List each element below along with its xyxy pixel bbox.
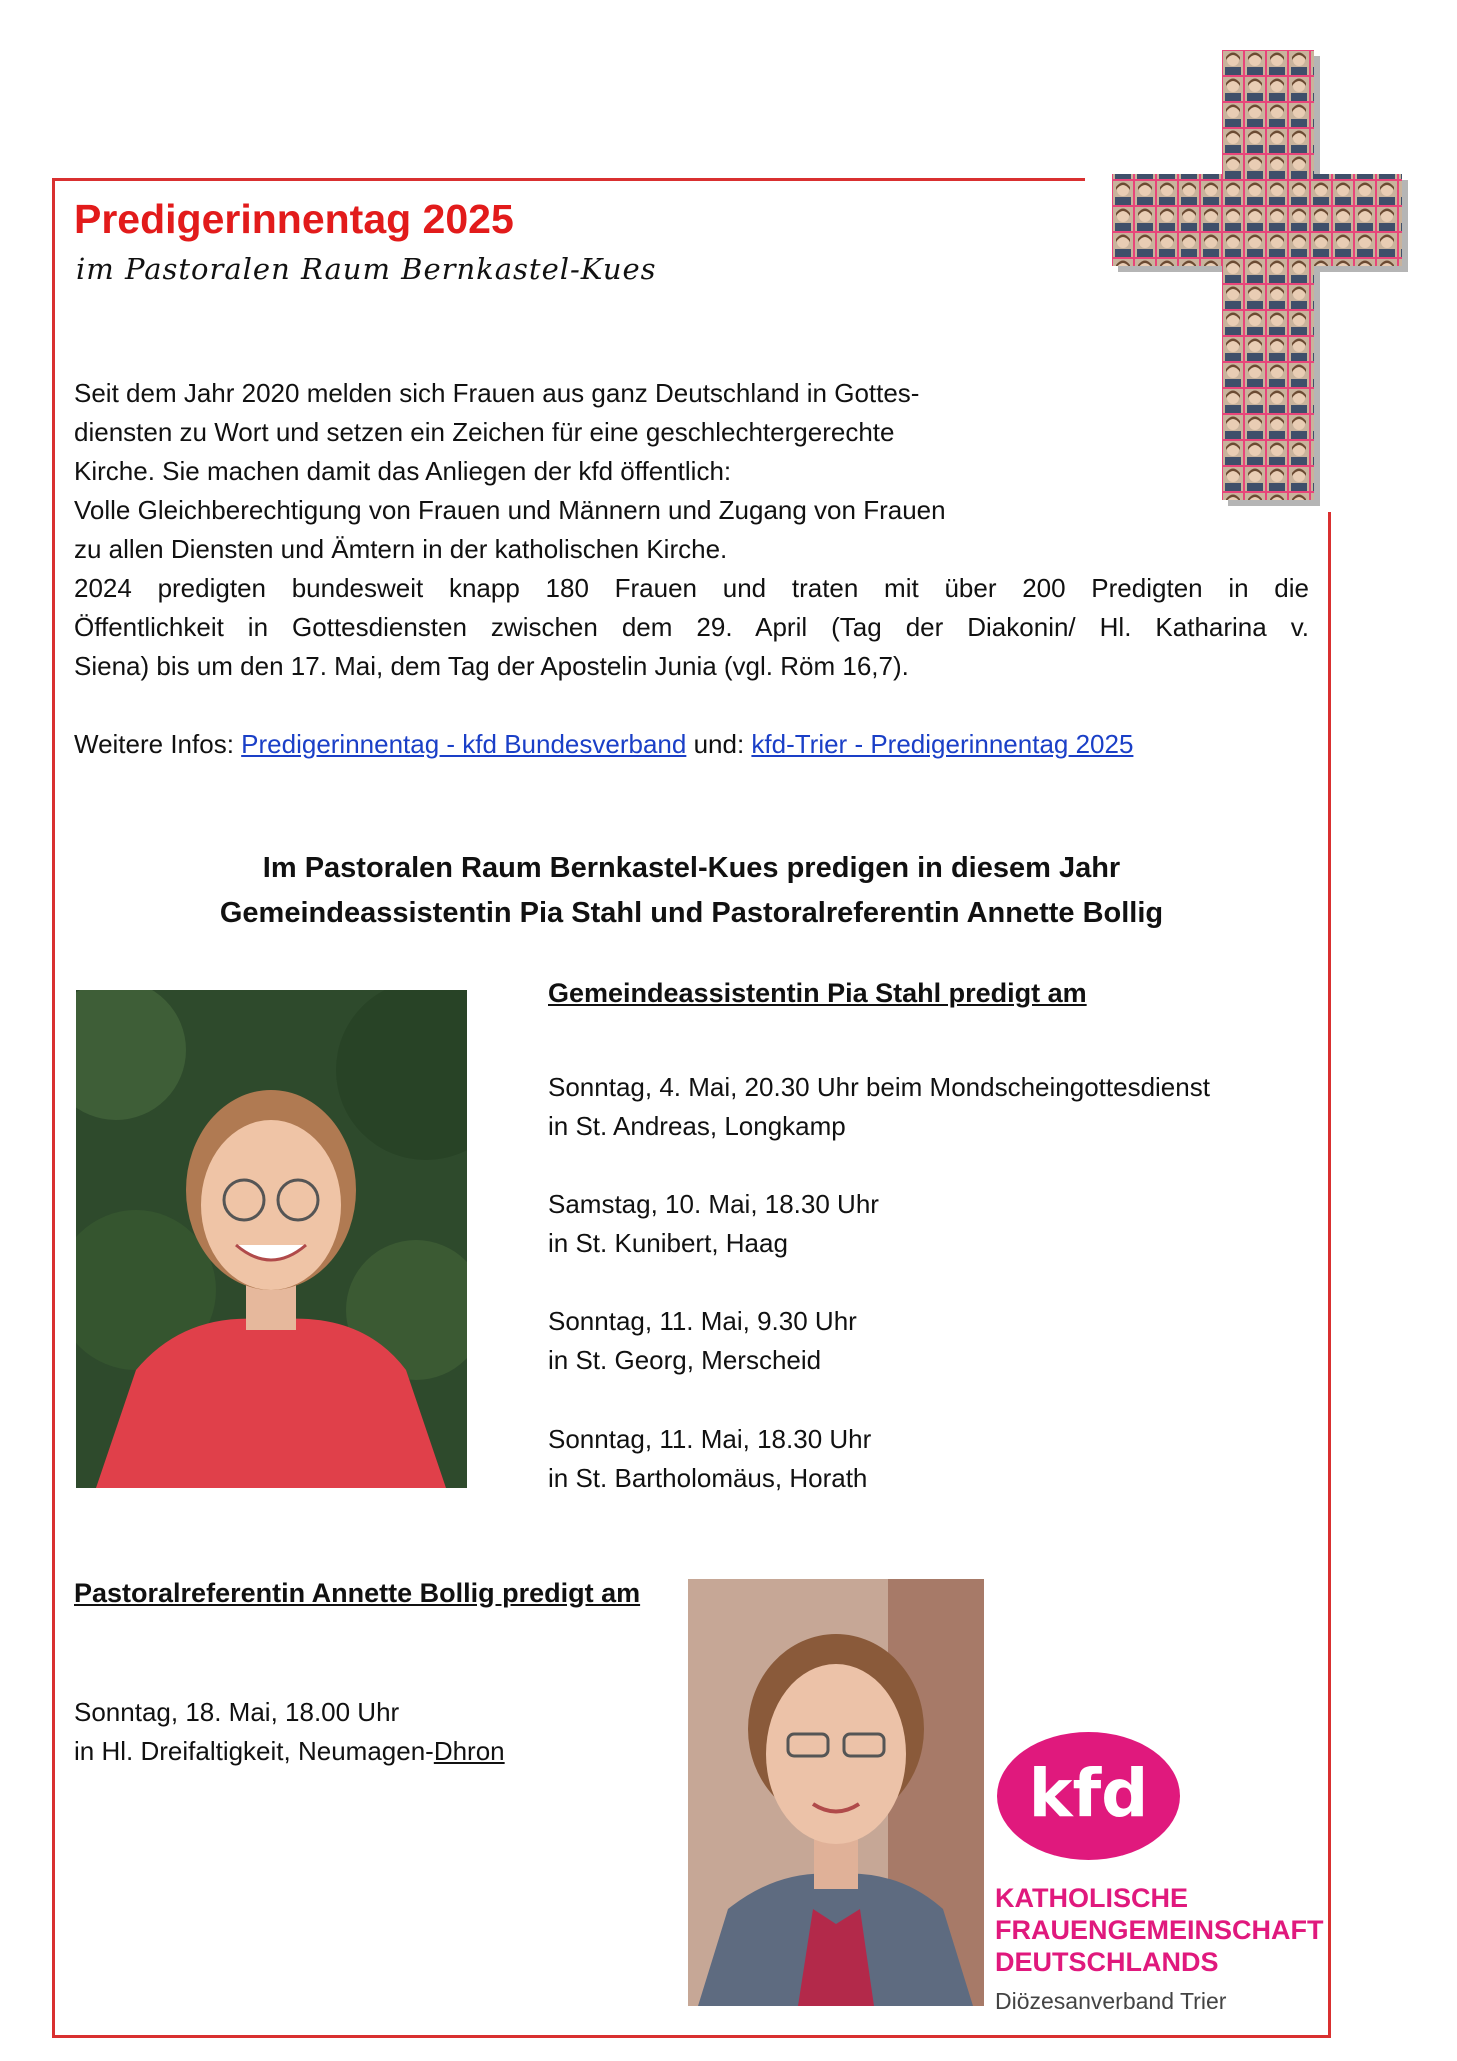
event-date: Sonntag, 4. Mai, 20.30 Uhr beim Mondscheingottesdienst xyxy=(548,1072,1210,1102)
headline-line-2: Gemeindeassistentin Pia Stahl und Pastoralreferentin Annette Bollig xyxy=(219,897,1164,929)
link-kfd-bundesverband[interactable]: Predigerinnentag - kfd Bundesverband xyxy=(241,729,687,759)
portrait-cross-image xyxy=(1112,50,1412,510)
pia-section-title: Gemeindeassistentin Pia Stahl predigt am xyxy=(548,978,1087,1008)
intro-line: Öffentlichkeit in Gottesdiensten zwischen dem 29. April (Tag der Diakonin/ Hl. Katharina v. xyxy=(74,612,1309,642)
event-place: in St. Georg, Merscheid xyxy=(548,1345,822,1375)
event-date: Sonntag, 18. Mai, 18.00 Uhr xyxy=(74,1697,400,1727)
kfd-logo-line-2: FRAUENGEMEINSCHAFT xyxy=(995,1915,1324,1945)
event-place: in St. Kunibert, Haag xyxy=(548,1228,788,1258)
kfd-logo-line-3: DEUTSCHLANDS xyxy=(995,1947,1219,1977)
page-subtitle: im Pastoralen Raum Bernkastel-Kues xyxy=(76,252,657,286)
event-place: in St. Bartholomäus, Horath xyxy=(548,1463,868,1493)
event-place: in St. Andreas, Longkamp xyxy=(548,1111,846,1141)
pia-event-4 xyxy=(548,1420,871,1498)
intro-line: Kirche. Sie machen damit das Anliegen der kfd öffentlich: xyxy=(74,456,732,486)
headline-line-1: Im Pastoralen Raum Bernkastel-Kues predigen in diesem Jahr xyxy=(262,852,1121,884)
pia-event-3 xyxy=(548,1302,857,1380)
more-info-middle: und: xyxy=(686,729,752,759)
kfd-logo-line-4: Diözesanverband Trier xyxy=(995,1988,1227,2014)
photo-annette-bollig xyxy=(688,1579,984,2006)
annette-section-title: Pastoralreferentin Annette Bollig predigt am xyxy=(74,1578,641,1608)
event-date: Samstag, 10. Mai, 18.30 Uhr xyxy=(548,1189,879,1219)
intro-line: diensten zu Wort und setzen ein Zeichen für eine geschlechtergerechte xyxy=(74,417,895,447)
intro-paragraph-2 xyxy=(74,569,1309,686)
photo-pia-stahl xyxy=(76,990,467,1488)
event-place-suffix: Dhron xyxy=(433,1736,505,1766)
event-date: Sonntag, 11. Mai, 18.30 Uhr xyxy=(548,1424,872,1454)
intro-line: zu allen Diensten und Ämtern in der katholischen Kirche. xyxy=(74,534,728,564)
more-info-line xyxy=(74,725,1133,764)
kfd-logo-line-1: KATHOLISCHE xyxy=(995,1883,1188,1913)
kfd-logo-mark: kfd xyxy=(997,1732,1180,1860)
event-date: Sonntag, 11. Mai, 9.30 Uhr xyxy=(548,1306,857,1336)
intro-line: Volle Gleichberechtigung von Frauen und Männern und Zugang von Frauen xyxy=(74,495,946,525)
page-title: Predigerinnentag 2025 xyxy=(74,196,514,242)
event-place xyxy=(74,1732,505,1771)
intro-paragraph-1 xyxy=(74,374,1074,569)
more-info-prefix: Weitere Infos: xyxy=(74,729,242,759)
pia-event-1 xyxy=(548,1068,1210,1146)
frame-top-border xyxy=(52,178,1085,181)
frame-left-border xyxy=(52,178,55,2038)
frame-bottom-border xyxy=(52,2035,1331,2038)
link-kfd-trier[interactable]: kfd-Trier - Predigerinnentag 2025 xyxy=(751,729,1134,759)
pia-event-2 xyxy=(548,1185,879,1263)
event-place-prefix: in Hl. Dreifaltigkeit, Neumagen- xyxy=(74,1736,434,1766)
intro-line: Seit dem Jahr 2020 melden sich Frauen aus ganz Deutschland in Gottes- xyxy=(74,378,920,408)
frame-right-border xyxy=(1328,512,1331,2038)
intro-line: 2024 predigten bundesweit knapp 180 Frauen und traten mit über 200 Predigten in die xyxy=(74,573,1309,603)
intro-line: Siena) bis um den 17. Mai, dem Tag der Apostelin Junia (vgl. Röm 16,7). xyxy=(74,651,909,681)
annette-event xyxy=(74,1693,505,1771)
kfd-logo xyxy=(995,1720,1325,2020)
